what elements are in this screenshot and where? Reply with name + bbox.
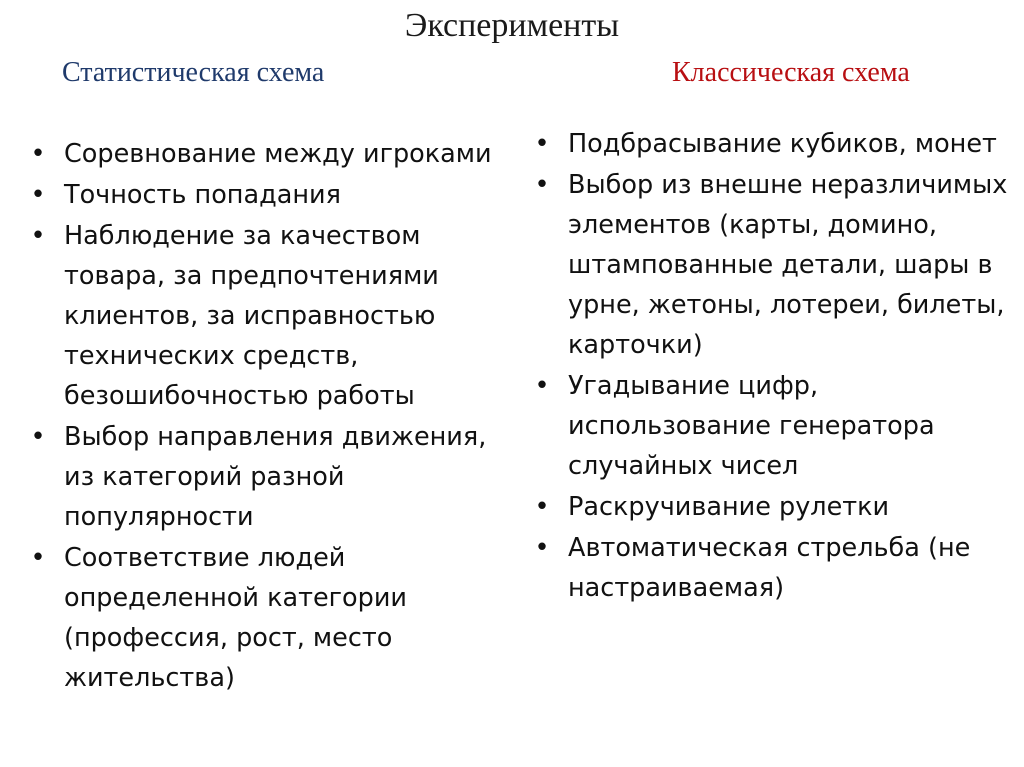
left-column-heading: Статистическая схема xyxy=(62,57,325,88)
list-item-text: Соревнование между игроками xyxy=(64,139,492,169)
list-item-text: Угадывание цифр, использование генератора случайных чисел xyxy=(568,371,935,481)
bullet-icon: • xyxy=(534,492,550,522)
list-item-text: Наблюдение за качеством товара, за предпочтениями клиентов, за исправностью технических средств, безошибочностью работы xyxy=(64,221,439,411)
list-item xyxy=(532,165,1012,365)
left-bullet-list xyxy=(28,134,498,699)
bullet-icon: • xyxy=(30,180,46,210)
bullet-icon: • xyxy=(534,129,550,159)
list-item-text: Выбор из внешне неразличимых элементов (карты, домино, штампованные детали, шары в урне, жетоны, лотереи, билеты, карточки) xyxy=(568,170,1008,360)
bullet-icon: • xyxy=(30,139,46,169)
bullet-icon: • xyxy=(30,221,46,251)
bullet-icon: • xyxy=(534,533,550,563)
right-bullet-list xyxy=(532,124,1012,609)
list-item xyxy=(28,175,498,215)
list-item xyxy=(28,216,498,416)
list-item xyxy=(532,528,1012,608)
list-item xyxy=(532,487,1012,527)
bullet-icon: • xyxy=(534,170,550,200)
list-item-text: Точность попадания xyxy=(64,180,341,210)
list-item-text: Автоматическая стрельба (не настраиваемая) xyxy=(568,533,971,603)
bullet-icon: • xyxy=(30,422,46,452)
list-item xyxy=(28,134,498,174)
list-item-text: Подбрасывание кубиков, монет xyxy=(568,129,997,159)
list-item xyxy=(28,538,498,698)
right-column-heading: Классическая схема xyxy=(672,57,910,88)
list-item-text: Раскручивание рулетки xyxy=(568,492,890,522)
bullet-icon: • xyxy=(30,543,46,573)
list-item xyxy=(532,124,1012,164)
list-item xyxy=(28,417,498,537)
list-item-text: Выбор направления движения, из категорий разной популярности xyxy=(64,422,487,532)
list-item-text: Соответствие людей определенной категории (профессия, рост, место жительства) xyxy=(64,543,407,693)
bullet-icon: • xyxy=(534,371,550,401)
list-item xyxy=(532,366,1012,486)
slide-title: Эксперименты xyxy=(404,7,620,44)
